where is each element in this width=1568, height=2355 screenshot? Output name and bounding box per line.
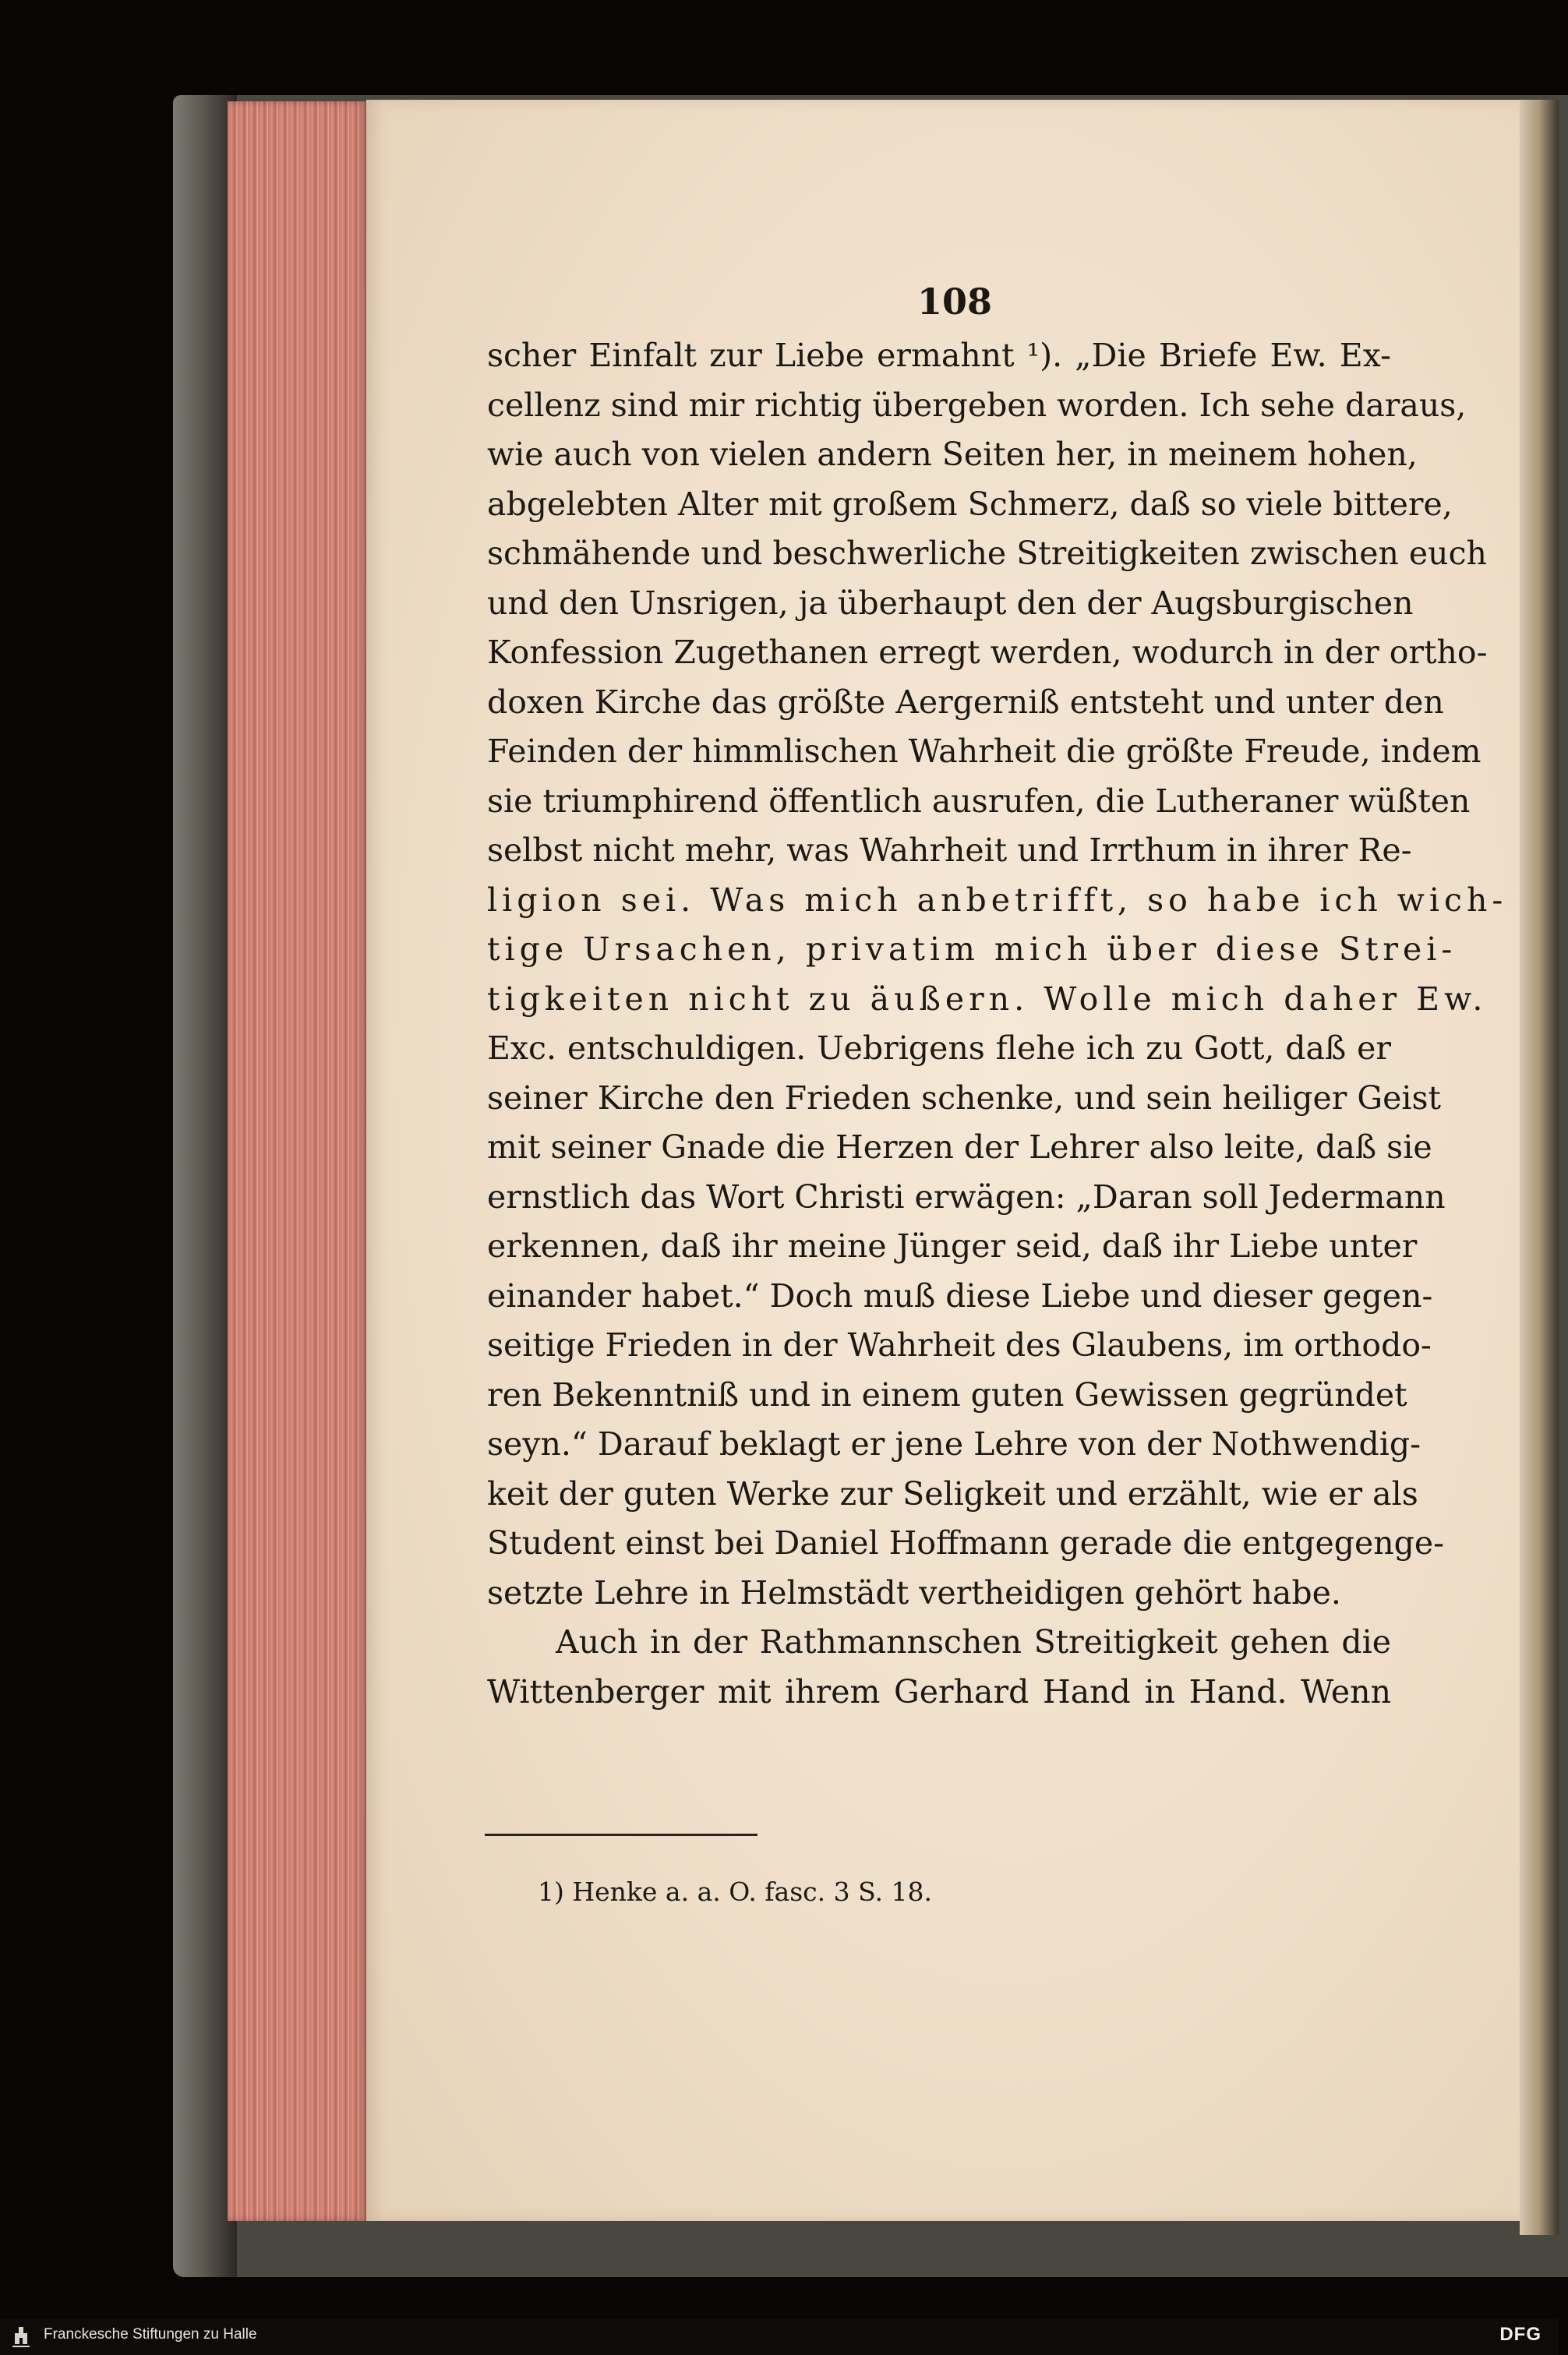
text-line: einander habet.“ Doch muß diese Liebe und dieser gegen- — [487, 1276, 1433, 1315]
text-line: sie triumphirend öffentlich ausrufen, die Lutheraner wüßten — [487, 782, 1471, 820]
page-number: 108 — [916, 281, 993, 323]
text-line: scher Einfalt zur Liebe ermahnt ¹). „Die Briefe Ew. Ex- — [487, 337, 1391, 374]
footer-institution-label: Franckesche Stiftungen zu Halle — [44, 2326, 257, 2343]
footnote: 1) Henke a. a. O. fasc. 3 S. 18. — [538, 1877, 933, 1907]
text-line: schmähende und beschwerliche Streitigkeiten zwischen euch — [487, 535, 1487, 572]
footer-dfg-mark: DFG — [1499, 2324, 1542, 2345]
text-line: Auch in der Rathmannschen Streitigkeit gehen die — [556, 1623, 1391, 1661]
text-line: doxen Kirche das größte Aergerniß entsteht und unter den — [487, 683, 1444, 721]
text-line: und den Unsrigen, ja überhaupt den der Augsburgischen — [487, 584, 1414, 622]
text-line: ernstlich das Wort Christi erwägen: „Daran soll Jedermann — [487, 1178, 1446, 1216]
text-line: selbst nicht mehr, was Wahrheit und Irrthum in ihrer Re- — [487, 831, 1412, 869]
text-line: Feinden der himmlischen Wahrheit die größte Freude, indem — [487, 733, 1481, 770]
text-line: wie auch von vielen andern Seiten her, in meinem hohen, — [487, 436, 1418, 473]
text-line: seiner Kirche den Frieden schenke, und sein heiliger Geist — [487, 1079, 1442, 1117]
text-line: Exc. entschuldigen. Uebrigens flehe ich zu Gott, daß er — [487, 1029, 1391, 1067]
text-line: ligion sei. Was mich anbetrifft, so habe ich wich- — [487, 881, 1508, 919]
text-line: abgelebten Alter mit großem Schmerz, daß so viele bittere, — [487, 485, 1453, 523]
page-gutter — [1520, 100, 1559, 2235]
text-line: erkennen, daß ihr meine Jünger seid, daß ihr Liebe unter — [487, 1227, 1418, 1265]
page-edges — [228, 101, 368, 2221]
text-line: ren Bekenntniß und in einem guten Gewissen gegründet — [487, 1375, 1407, 1414]
text-line: Student einst bei Daniel Hoffmann gerade die entgegenge- — [487, 1524, 1445, 1562]
text-line: tige Ursachen, privatim mich über diese Strei- — [487, 930, 1457, 968]
francke-foundation-logo-icon — [8, 2324, 34, 2350]
text-line: cellenz sind mir richtig übergeben worden. Ich sehe daraus, — [487, 386, 1467, 424]
text-line: seyn.“ Darauf beklagt er jene Lehre von der Nothwendig- — [487, 1425, 1421, 1463]
page-body-text — [487, 331, 1508, 1717]
text-line: Wittenberger mit ihrem Gerhard Hand in Hand. Wenn — [487, 1672, 1391, 1711]
text-line: setzte Lehre in Helmstädt vertheidigen gehört habe. — [487, 1573, 1341, 1612]
text-line: keit der guten Werke zur Seligkeit und erzählt, wie er als — [487, 1474, 1418, 1513]
footnote-divider — [485, 1834, 758, 1836]
text-line: mit seiner Gnade die Herzen der Lehrer also leite, daß sie — [487, 1128, 1432, 1166]
text-line: Konfession Zugethanen erregt werden, wodurch in der ortho- — [487, 634, 1488, 671]
text-line: seitige Frieden in der Wahrheit des Glaubens, im orthodo- — [487, 1326, 1432, 1364]
text-line: tigkeiten nicht zu äußern. Wolle mich daher Ew. — [487, 980, 1488, 1018]
